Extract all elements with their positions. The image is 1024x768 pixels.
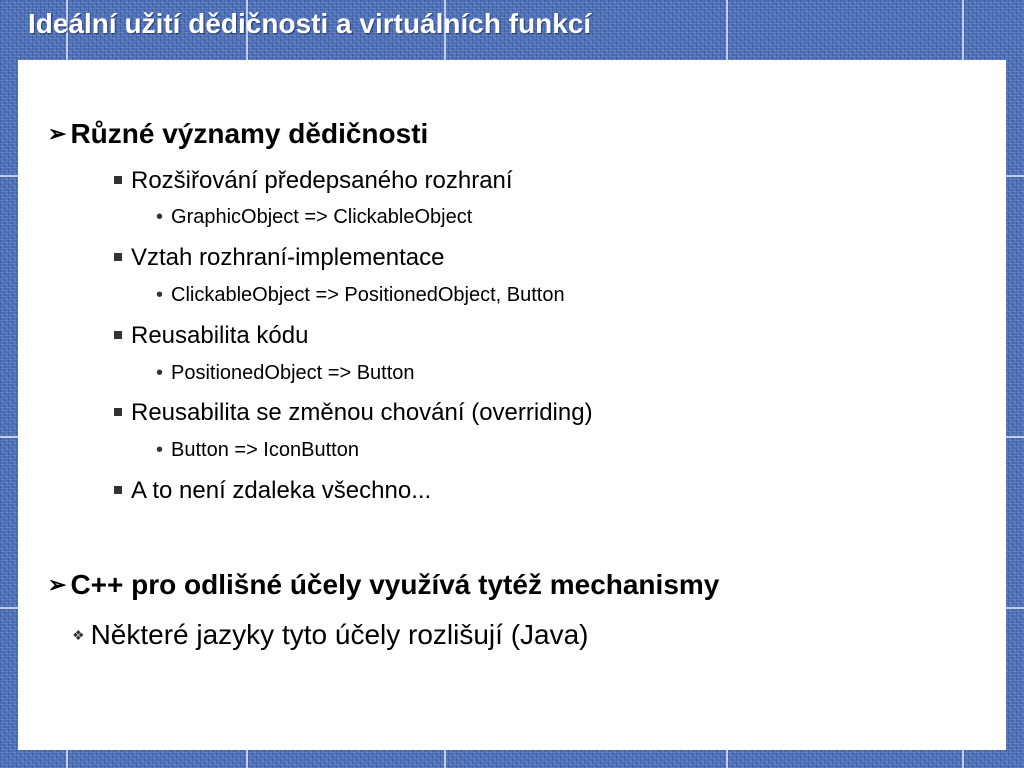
- dot-bullet-icon: •: [156, 206, 164, 228]
- arrow-bullet-icon: ➢: [48, 121, 67, 146]
- bullet-text: Rozšiřování předepsaného rozhraní: [131, 167, 513, 194]
- square-bullet-icon: [114, 408, 122, 416]
- diamond-bullet-icon: ❖: [72, 627, 85, 643]
- bullet-text: GraphicObject => ClickableObject: [171, 206, 473, 228]
- slide-title: Ideální užití dědičnosti a virtuálních funkcí: [28, 8, 592, 39]
- square-bullet-icon: [114, 486, 122, 494]
- bullet-level2: [114, 244, 444, 272]
- bullet-text: Reusabilita se změnou chování (overriding): [131, 399, 593, 426]
- bullet-level2: [114, 399, 593, 427]
- bullet-level3: [156, 439, 359, 462]
- bullet-text: PositionedObject => Button: [171, 362, 415, 384]
- bullet-level1: [48, 118, 428, 150]
- square-bullet-icon: [114, 176, 122, 184]
- bullet-text: Různé významy dědičnosti: [70, 118, 429, 149]
- content-panel: [18, 60, 1006, 750]
- bullet-level1: [48, 569, 719, 601]
- bullet-text: Button => IconButton: [171, 439, 359, 461]
- dot-bullet-icon: •: [156, 362, 164, 384]
- bullet-level2: [114, 477, 431, 505]
- bullet-level2: [114, 167, 513, 195]
- bullet-level3: [156, 206, 472, 229]
- bullet-text: C++ pro odlišné účely využívá tytéž mechanismy: [70, 569, 720, 600]
- bullet-level3: [156, 284, 565, 307]
- bullet-text: Vztah rozhraní-implementace: [131, 244, 445, 271]
- bullet-text: Některé jazyky tyto účely rozlišují (Java): [90, 619, 589, 650]
- square-bullet-icon: [114, 331, 122, 339]
- square-bullet-icon: [114, 253, 122, 261]
- bullet-text: Reusabilita kódu: [131, 322, 309, 349]
- bullet-text: A to není zdaleka všechno...: [131, 477, 432, 504]
- bullet-level2-diamond: [72, 619, 589, 651]
- dot-bullet-icon: •: [156, 284, 164, 306]
- dot-bullet-icon: •: [156, 439, 164, 461]
- bullet-level3: [156, 362, 415, 385]
- bullet-text: ClickableObject => PositionedObject, Button: [171, 284, 565, 306]
- arrow-bullet-icon: ➢: [48, 572, 67, 597]
- bullet-level2: [114, 322, 308, 350]
